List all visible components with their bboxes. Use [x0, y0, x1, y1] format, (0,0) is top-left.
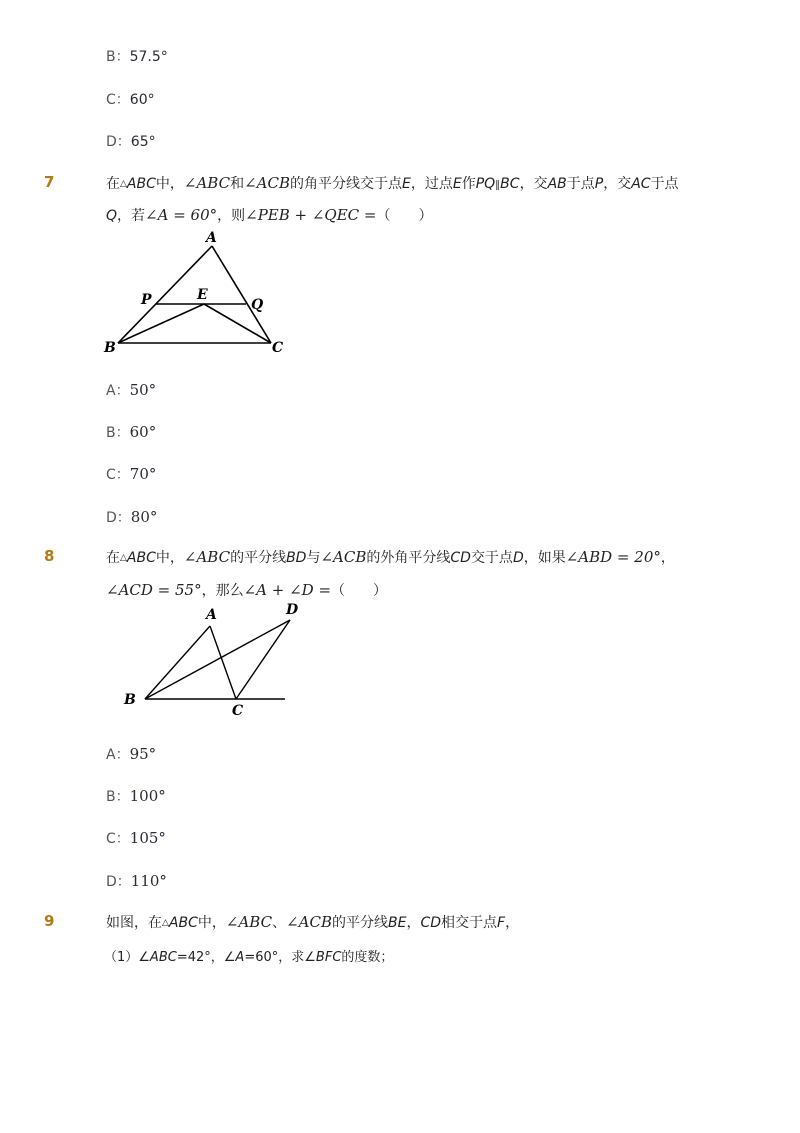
option-sep: ： — [115, 49, 130, 65]
q9-subquestion-1: （1）∠ABC=42°，∠A=60°，求∠BFC的度数； — [104, 950, 394, 965]
segment-BD — [145, 620, 290, 699]
option-sep: ： — [116, 510, 131, 526]
option-letter: B — [106, 49, 116, 65]
q8-option-a[interactable] — [106, 744, 156, 764]
option-letter: C — [106, 467, 116, 483]
option-sep: ： — [115, 467, 130, 483]
label-P: P — [141, 292, 152, 308]
option-value: 60° — [129, 92, 155, 108]
option-value: 95° — [129, 745, 157, 763]
option-sep: ： — [115, 425, 130, 441]
option-value: 57.5° — [129, 49, 168, 65]
label-E: E — [197, 287, 208, 303]
q7-figure — [100, 226, 300, 358]
option-letter: C — [106, 831, 116, 847]
label-Q: Q — [251, 297, 264, 313]
option-value: 110° — [130, 872, 167, 890]
option-value: 80° — [130, 508, 158, 526]
q7-option-c[interactable] — [106, 464, 156, 484]
label-D: D — [286, 602, 299, 618]
option-letter: B — [106, 789, 116, 805]
option-sep: ： — [115, 92, 130, 108]
option-sep: ： — [115, 747, 130, 763]
q8-option-b[interactable] — [106, 786, 166, 806]
label-A: A — [206, 230, 217, 246]
segment-BE — [118, 304, 204, 343]
segment-CD — [236, 620, 290, 699]
option-sep: ： — [116, 134, 131, 150]
q6-option-b[interactable] — [106, 46, 168, 66]
option-value: 100° — [129, 787, 166, 805]
option-sep: ： — [115, 831, 130, 847]
q8-stem-line2: ∠ACD = 55°，那么∠A + ∠D =（ ） — [106, 581, 388, 599]
option-letter: D — [106, 510, 117, 526]
q8-figure — [118, 600, 308, 720]
label-C: C — [232, 703, 244, 719]
option-letter: B — [106, 425, 116, 441]
segment-BA — [145, 626, 210, 699]
label-B: B — [104, 340, 116, 356]
question-number-8: 8 — [44, 547, 55, 565]
option-sep: ： — [115, 383, 130, 399]
segment-AC — [212, 246, 271, 343]
label-C: C — [272, 340, 284, 356]
option-sep: ： — [116, 874, 131, 890]
option-letter: A — [106, 747, 116, 763]
q7-option-d[interactable] — [106, 507, 157, 527]
q7-stem-line1: 在△ABC中，∠ABC和∠ACB的角平分线交于点E，过点E作PQ∥BC，交AB于点P，交AC于点 — [106, 174, 679, 192]
q7-option-a[interactable] — [106, 380, 156, 400]
q9-stem-line1: 如图，在△ABC中，∠ABC、∠ACB的平分线BE，CD相交于点F， — [106, 913, 520, 931]
q6-option-d[interactable] — [106, 131, 156, 151]
q8-stem-line1: 在△ABC中，∠ABC的平分线BD与∠ACB的外角平分线CD交于点D，如果∠ABD = 20°， — [106, 548, 675, 566]
option-value: 70° — [129, 465, 157, 483]
label-A: A — [206, 607, 217, 623]
q8-option-d[interactable] — [106, 871, 167, 891]
segment-AC — [210, 626, 236, 699]
option-value: 60° — [129, 423, 157, 441]
q6-option-c[interactable] — [106, 89, 155, 109]
option-value: 65° — [130, 134, 156, 150]
triangle-symbol: △ — [120, 553, 127, 563]
q7-stem-line2: Q，若∠A = 60°，则∠PEB + ∠QEC =（ ） — [106, 206, 433, 224]
option-letter: D — [106, 134, 117, 150]
option-letter: D — [106, 874, 117, 890]
option-letter: A — [106, 383, 116, 399]
q8-option-c[interactable] — [106, 828, 166, 848]
option-value: 50° — [129, 381, 157, 399]
label-B: B — [124, 692, 136, 708]
option-letter: C — [106, 92, 116, 108]
question-number-7: 7 — [44, 173, 55, 191]
triangle-symbol: △ — [120, 179, 127, 189]
option-sep: ： — [115, 789, 130, 805]
triangle-symbol: △ — [162, 918, 169, 928]
q7-option-b[interactable] — [106, 422, 156, 442]
question-number-9: 9 — [44, 912, 55, 930]
option-value: 105° — [129, 829, 166, 847]
